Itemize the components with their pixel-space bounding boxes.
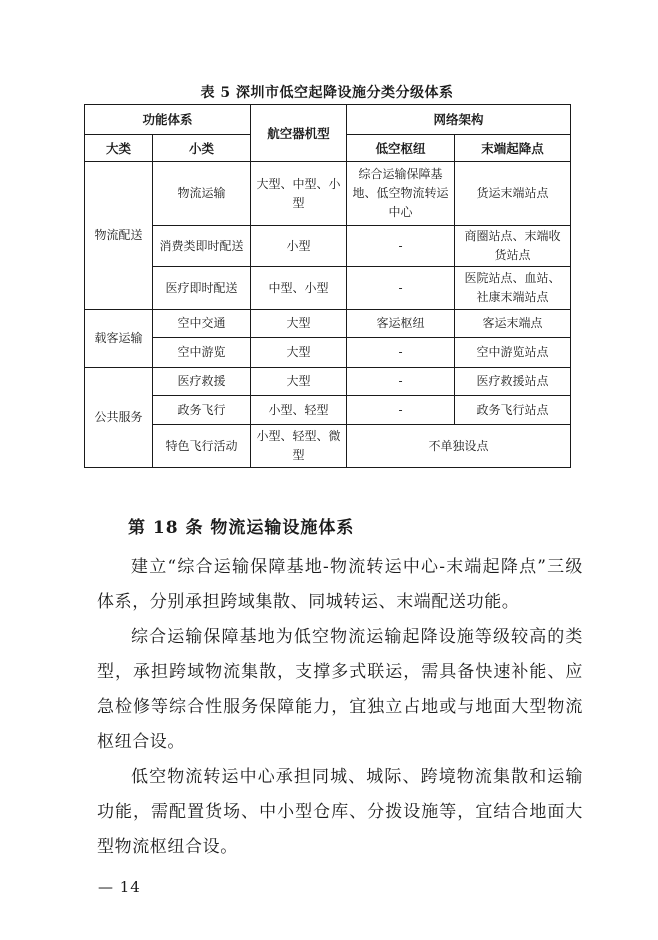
aircraft-cell: 大型: [251, 338, 347, 368]
terminal-cell: 医疗救援站点: [455, 368, 571, 396]
minor-class-cell: 医疗即时配送: [153, 267, 251, 310]
hub-cell: 综合运输保障基地、低空物流转运中心: [347, 162, 455, 226]
minor-class-cell: 医疗救援: [153, 368, 251, 396]
table-row: [85, 226, 571, 267]
table-row: [85, 338, 571, 368]
paragraph-3: 低空物流转运中心承担同城、城际、跨境物流集散和运输功能，需配置货场、中小型仓库、分拨设施等，宜结合地面大型物流枢纽合设。: [97, 767, 583, 857]
header-minor-class: 小类: [153, 135, 251, 162]
hub-cell: -: [347, 396, 455, 425]
minor-class-cell: 空中游览: [153, 338, 251, 368]
header-terminal: 末端起降点: [455, 135, 571, 162]
terminal-cell: 商圈站点、末端收货站点: [455, 226, 571, 267]
classification-table: [84, 104, 571, 468]
table-row: [85, 310, 571, 338]
header-major-class: 大类: [85, 135, 153, 162]
terminal-cell: 空中游览站点: [455, 338, 571, 368]
table-row: [85, 162, 571, 226]
header-hub: 低空枢纽: [347, 135, 455, 162]
table-row: [85, 368, 571, 396]
paragraph-1: 建立“综合运输保障基地-物流转运中心-末端起降点”三级体系，分别承担跨域集散、同城转运、末端配送功能。: [97, 557, 583, 612]
terminal-cell: 货运末端站点: [455, 162, 571, 226]
table-row: [85, 425, 571, 468]
major-class-cell: 公共服务: [85, 368, 153, 468]
terminal-cell: 客运末端点: [455, 310, 571, 338]
aircraft-cell: 中型、小型: [251, 267, 347, 310]
hub-cell: -: [347, 226, 455, 267]
terminal-cell: 医院站点、血站、社康末端站点: [455, 267, 571, 310]
minor-class-cell: 空中交通: [153, 310, 251, 338]
hub-cell: -: [347, 368, 455, 396]
aircraft-cell: 小型、轻型: [251, 396, 347, 425]
hub-cell: -: [347, 338, 455, 368]
aircraft-cell: 大型、中型、小型: [251, 162, 347, 226]
hub-cell: -: [347, 267, 455, 310]
hub-cell: 客运枢纽: [347, 310, 455, 338]
minor-class-cell: 特色飞行活动: [153, 425, 251, 468]
table-row: [85, 267, 571, 310]
major-class-cell: 载客运输: [85, 310, 153, 368]
header-aircraft-type: 航空器机型: [251, 105, 347, 162]
major-class-cell: 物流配送: [85, 162, 153, 310]
minor-class-cell: 物流运输: [153, 162, 251, 226]
header-function-system: 功能体系: [85, 105, 251, 135]
table-row: [85, 396, 571, 425]
terminal-cell: 政务飞行站点: [455, 396, 571, 425]
paragraph-2: 综合运输保障基地为低空物流运输起降设施等级较高的类型，承担跨域物流集散，支撑多式联运，需具备快速补能、应急检修等综合性服务保障能力，宜独立占地或与地面大型物流枢纽合设。: [97, 627, 583, 752]
merged-network-cell: 不单独设点: [347, 425, 571, 468]
aircraft-cell: 大型: [251, 310, 347, 338]
section-title: 第 18 条 物流运输设施体系: [128, 518, 355, 538]
aircraft-cell: 小型: [251, 226, 347, 267]
minor-class-cell: 消费类即时配送: [153, 226, 251, 267]
aircraft-cell: 小型、轻型、微型: [251, 425, 347, 468]
table-caption: 表 5 深圳市低空起降设施分类分级体系: [200, 85, 454, 101]
page-number: — 14: [98, 878, 141, 896]
aircraft-cell: 大型: [251, 368, 347, 396]
header-network: 网络架构: [347, 105, 571, 135]
minor-class-cell: 政务飞行: [153, 396, 251, 425]
